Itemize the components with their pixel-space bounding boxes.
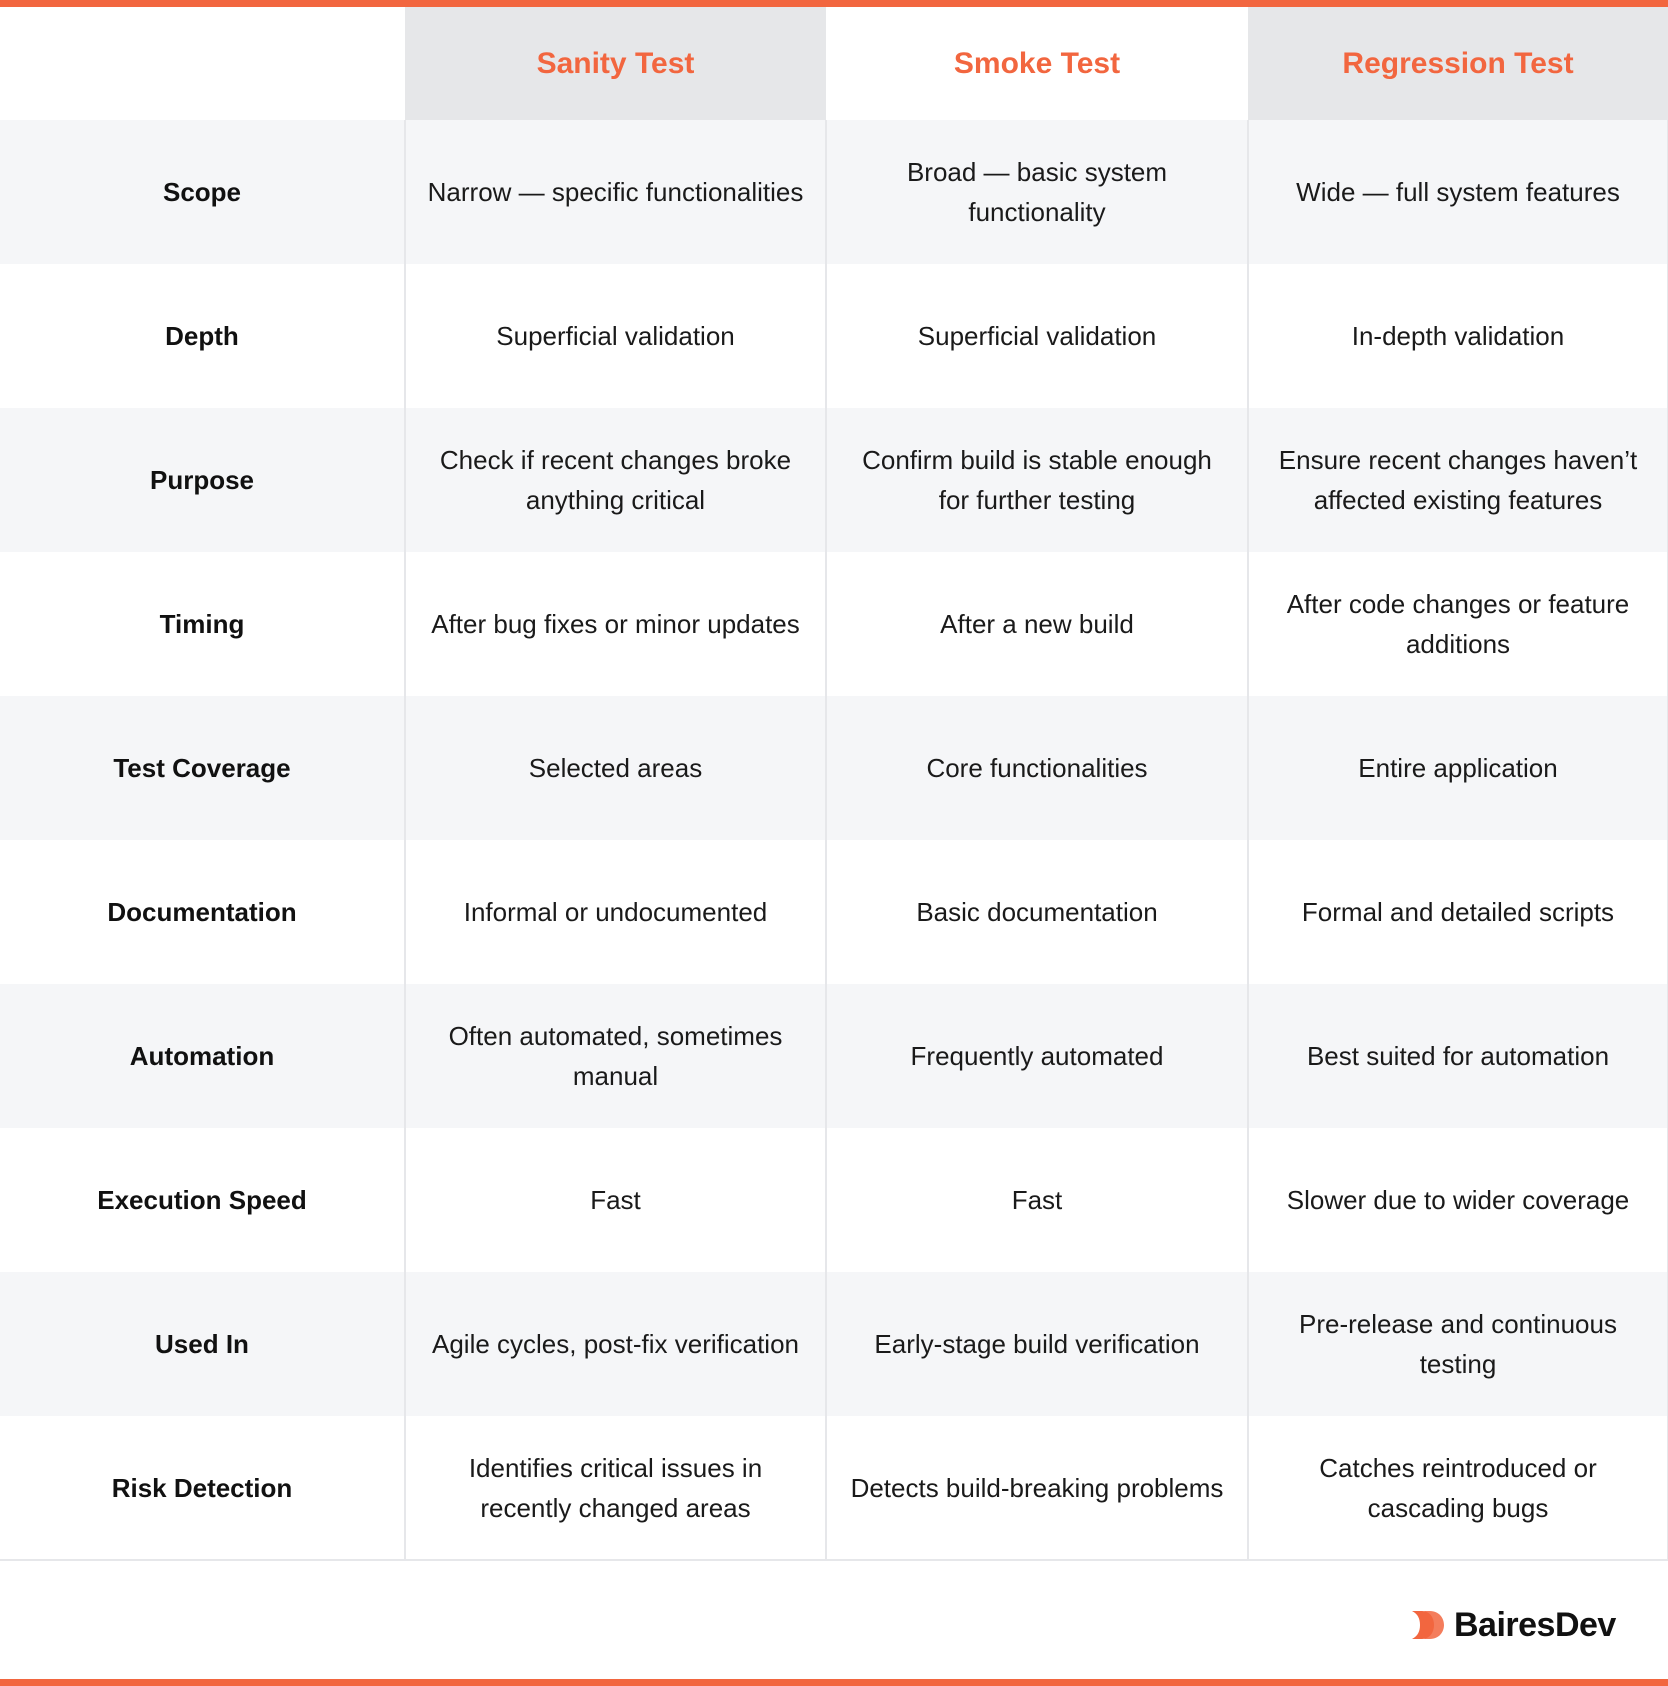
column-header-regression-test: Regression Test xyxy=(1248,7,1668,120)
table-cell: Ensure recent changes haven’t affected existing features xyxy=(1248,408,1668,552)
comparison-table xyxy=(0,7,1668,1561)
table-row-automation xyxy=(0,984,1668,1128)
row-label: Used In xyxy=(0,1272,405,1416)
row-label: Test Coverage xyxy=(0,696,405,840)
table-row-timing xyxy=(0,552,1668,696)
table-cell: Confirm build is stable enough for further testing xyxy=(826,408,1248,552)
table-cell: Often automated, sometimes manual xyxy=(405,984,826,1128)
bottom-accent-bar xyxy=(0,1679,1668,1686)
table-row-test-coverage xyxy=(0,696,1668,840)
table-cell: Fast xyxy=(405,1128,826,1272)
table-cell: Entire application xyxy=(1248,696,1668,840)
table-cell: After bug fixes or minor updates xyxy=(405,552,826,696)
table-cell: Basic documentation xyxy=(826,840,1248,984)
table-cell: Selected areas xyxy=(405,696,826,840)
brand-name: BairesDev xyxy=(1454,1605,1616,1644)
table-row-risk-detection xyxy=(0,1416,1668,1560)
table-cell: Wide — full system features xyxy=(1248,120,1668,264)
column-header-sanity-test: Sanity Test xyxy=(405,7,826,120)
table-cell: Frequently automated xyxy=(826,984,1248,1128)
table-row-depth xyxy=(0,264,1668,408)
table-cell: In-depth validation xyxy=(1248,264,1668,408)
table-cell: Agile cycles, post-fix verification xyxy=(405,1272,826,1416)
top-accent-bar xyxy=(0,0,1668,7)
table-cell: Slower due to wider coverage xyxy=(1248,1128,1668,1272)
table-row-documentation xyxy=(0,840,1668,984)
row-label: Scope xyxy=(0,120,405,264)
table-cell: After code changes or feature additions xyxy=(1248,552,1668,696)
row-label: Automation xyxy=(0,984,405,1128)
row-label: Depth xyxy=(0,264,405,408)
table-row-used-in xyxy=(0,1272,1668,1416)
row-label: Risk Detection xyxy=(0,1416,405,1560)
table-cell: Early-stage build verification xyxy=(826,1272,1248,1416)
table-cell: Narrow — specific functionalities xyxy=(405,120,826,264)
row-label: Timing xyxy=(0,552,405,696)
table-cell: Broad — basic system functionality xyxy=(826,120,1248,264)
table-cell: Catches reintroduced or cascading bugs xyxy=(1248,1416,1668,1560)
bairesdev-logo-icon xyxy=(1410,1609,1446,1641)
table-cell: Pre-release and continuous testing xyxy=(1248,1272,1668,1416)
table-cell: Formal and detailed scripts xyxy=(1248,840,1668,984)
row-label: Documentation xyxy=(0,840,405,984)
table-row-execution-speed xyxy=(0,1128,1668,1272)
table-cell: Core functionalities xyxy=(826,696,1248,840)
table-row-purpose xyxy=(0,408,1668,552)
table-cell: Fast xyxy=(826,1128,1248,1272)
row-label: Purpose xyxy=(0,408,405,552)
table-cell: Superficial validation xyxy=(405,264,826,408)
table-cell: Best suited for automation xyxy=(1248,984,1668,1128)
header-corner-cell xyxy=(0,7,405,120)
row-label: Execution Speed xyxy=(0,1128,405,1272)
table-row-scope xyxy=(0,120,1668,264)
table-cell: Superficial validation xyxy=(826,264,1248,408)
table-cell: After a new build xyxy=(826,552,1248,696)
column-header-smoke-test: Smoke Test xyxy=(826,7,1248,120)
table-cell: Check if recent changes broke anything critical xyxy=(405,408,826,552)
table-cell: Informal or undocumented xyxy=(405,840,826,984)
table-cell: Detects build-breaking problems xyxy=(826,1416,1248,1560)
table-header-row xyxy=(0,7,1668,120)
table-cell: Identifies critical issues in recently changed areas xyxy=(405,1416,826,1560)
brand-logo xyxy=(1410,1603,1616,1647)
